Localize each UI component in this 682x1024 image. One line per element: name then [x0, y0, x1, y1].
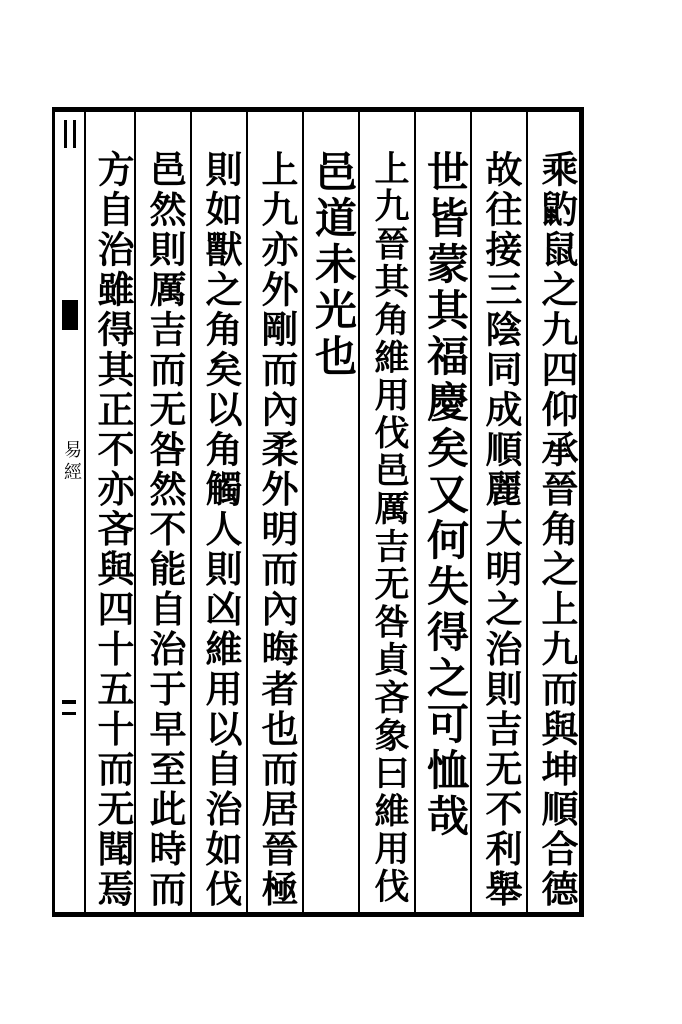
- text-column: 世皆蒙其福慶矣又何失得之可恤哉: [421, 150, 470, 840]
- margin-block-mark: [62, 300, 78, 330]
- column-divider: [470, 112, 472, 912]
- text-column: 方自治雖得其正不亦吝與四十五十而无聞焉: [91, 150, 135, 910]
- text-column: 則如獸之角矣以角觸人則凶維用以自治如伐: [199, 150, 243, 910]
- text-column: 上九亦外剛而內柔外明而內晦者也而居晉極: [255, 150, 299, 910]
- text-column: 上九晉其角維用伐邑厲吉无咎貞吝象曰維用伐: [369, 150, 410, 906]
- column-divider: [190, 112, 192, 912]
- margin-fish-tail-mark: [64, 120, 76, 148]
- column-divider: [302, 112, 304, 912]
- column-divider: [526, 112, 528, 912]
- margin-tick-mark: [62, 712, 76, 715]
- column-divider: [358, 112, 360, 912]
- column-divider: [246, 112, 248, 912]
- margin-tick-mark: [62, 700, 76, 704]
- text-column: 邑然則厲吉而无咎然不能自治于早至此時而: [143, 150, 187, 910]
- margin-book-title: 易經: [61, 440, 82, 484]
- text-column: 邑道未光也: [309, 150, 358, 380]
- page-margin-strip: [52, 107, 86, 917]
- text-column: 故往接三陰同成順麗大明之治則吉无不利舉: [479, 150, 523, 910]
- text-column: 乘䶂鼠之九四仰承晉角之上九而與坤順合德: [535, 150, 579, 910]
- column-divider: [414, 112, 416, 912]
